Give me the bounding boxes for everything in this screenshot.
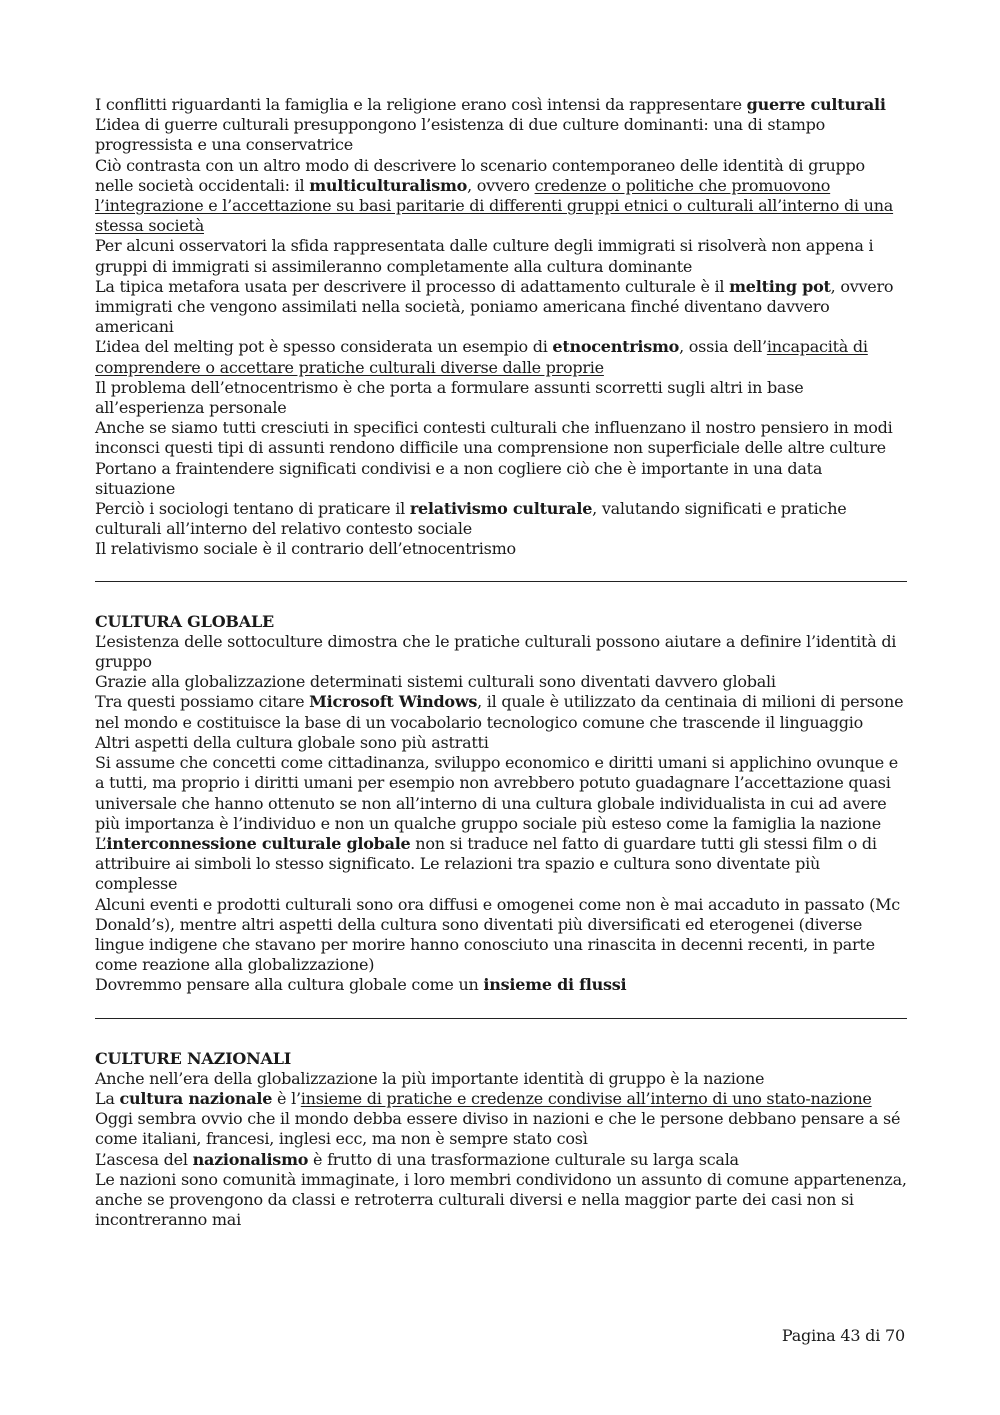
text-run: Altri aspetti della cultura globale sono più astratti [95,732,489,752]
bold-term: insieme di flussi [483,975,627,995]
text-run: Anche se siamo tutti cresciuti in specifici contesti culturali che influenzano il nostro pensiero in modi inconsci questi tipi di assunti rendono difficile una comprensione non superficiale delle altre culture [95,418,893,458]
paragraph [95,733,907,753]
underlined-definition: incapacità di comprendere o accettare pratiche culturali diverse dalle proprie [95,337,868,377]
paragraph [95,337,907,377]
text-run: Grazie alla globalizzazione determinati sistemi culturali sono diventati davvero globali [95,672,776,692]
document-page [95,95,907,1230]
text-run: Ciò contrasta con un altro modo di descrivere lo scenario contemporaneo delle identità di gruppo nelle società occidentali: il [95,155,865,195]
text-run: L’ascesa del [95,1149,193,1169]
text-run: Portano a fraintendere significati condivisi e a non cogliere ciò che è importante in una data situazione [95,458,823,498]
text-run: Alcuni eventi e prodotti culturali sono ora diffusi e omogenei come non è mai accaduto in passato (Mc Donald’s), mentre altri aspetti della cultura sono diventati più diversificati ed eterogenei (diverse lingue indigene che stavano per morire hanno conosciuto una rinascita in decenni recenti, in parte come reazione alla globalizzazione) [95,894,900,975]
section-heading-cultura-globale: CULTURA GLOBALE [95,611,275,631]
text-run: La [95,1088,120,1108]
paragraph [95,1150,907,1170]
text-run: L’esistenza delle sottoculture dimostra che le pratiche culturali possono aiutare a definire l’identità di gruppo [95,631,897,672]
bold-term: Microsoft Windows [309,692,478,712]
text-run: L’idea del melting pot è spesso considerata un esempio di [95,337,553,357]
bold-term: guerre culturali [746,95,886,114]
section-heading-culture-nazionali: CULTURE NAZIONALI [95,1048,292,1068]
text-run: Tra questi possiamo citare [95,692,310,712]
text-run: , ovvero [467,175,535,195]
paragraph [95,632,907,672]
bold-term: multiculturalismo [309,175,468,195]
text-run: Anche nell’era della globalizzazione la più importante identità di gruppo è la nazione [95,1068,765,1088]
text-run: Dovremmo pensare alla cultura globale come un [95,975,484,995]
paragraph [95,277,907,338]
text-run: Oggi sembra ovvio che il mondo debba essere diviso in nazioni e che le persone debbano pensare a sé come italiani, francesi, inglesi ecc, ma non è sempre stato così [95,1109,901,1149]
paragraph [95,672,907,692]
text-run: , ovvero immigrati che vengono assimilati nella società, poniamo americana finché diventano davvero americani [95,276,894,337]
text-run: Si assume che concetti come cittadinanza, sviluppo economico e diritti umani si applichino ovunque e a tutti, ma proprio i diritti umani per esempio non avrebbero potuto guadagnare l’accettazione quasi universale che hanno ottenuto se non all’interno di una cultura globale individualista in cui ad avere più importanza è l’individuo e non un qualche gruppo sociale più esteso come la famiglia la nazione [95,753,898,833]
paragraph [95,236,907,276]
paragraph [95,1170,907,1231]
text-run: , il quale è utilizzato da centinaia di milioni di persone nel mondo e costituisce la base di un vocabolario tecnologico comune che trascende il linguaggio [95,692,904,732]
text-run: Il relativismo sociale è il contrario dell’etnocentrismo [95,539,516,559]
text-run: , valutando significati e pratiche culturali all’interno del relativo contesto sociale [95,499,847,539]
page-number: Pagina 43 di 70 [781,1326,905,1345]
text-run: è frutto di una trasformazione culturale su larga scala [308,1149,739,1169]
text-run: Per alcuni osservatori la sfida rappresentata dalle culture degli immigrati si risolverà non appena i gruppi di immigrati si assimileranno completamente alla cultura dominante [95,236,874,276]
section-divider [95,581,907,582]
paragraph [95,1109,907,1149]
paragraph [95,975,907,995]
underlined-definition: insieme di pratiche e credenze condivise all’interno di uno stato-nazione [300,1088,872,1108]
paragraph [95,753,907,834]
text-run: L’ [95,833,107,853]
text-run: , ossia dell’ [679,337,767,357]
bold-term: etnocentrismo [552,337,680,357]
text-run: I conflitti riguardanti la famiglia e la religione erano così intensi da rappresentare [95,95,747,114]
text-run: L’idea di guerre culturali presuppongono l’esistenza di due culture dominanti: una di stampo progressista e una conservatrice [95,115,826,155]
paragraph [95,895,907,976]
paragraph [95,1089,907,1109]
paragraph [95,539,907,559]
section-divider [95,1018,907,1019]
paragraph [95,692,907,732]
paragraph [95,1069,907,1089]
text-run: Perciò i sociologi tentano di praticare il [95,499,410,519]
section-culture-nazionali [95,1069,907,1231]
paragraph [95,115,907,155]
bold-term: cultura nazionale [119,1088,273,1108]
underlined-definition: credenze o politiche che promuovono l’integrazione e l’accettazione su basi paritarie di differenti gruppi etnici o culturali all’interno di una stessa società [95,175,894,236]
text-run: è l’ [272,1088,301,1108]
bold-term: melting pot [729,276,831,296]
text-run: Il problema dell’etnocentrismo è che porta a formulare assunti scorretti sugli altri in base all’esperienza personale [95,377,804,418]
paragraph [95,499,907,539]
paragraph [95,834,907,895]
paragraph [95,459,907,499]
paragraph [95,378,907,418]
section-guerre-culturali [95,95,907,560]
paragraph [95,156,907,237]
bold-term: nazionalismo [192,1149,309,1169]
text-run: Le nazioni sono comunità immaginate, i loro membri condividono un assunto di comune appartenenza, anche se provengono da classi e retroterra culturali diversi e nella maggior parte dei casi non si incontreranno mai [95,1169,907,1230]
text-run: non si traduce nel fatto di guardare tutti gli stessi film o di attribuire ai simboli lo stesso significato. Le relazioni tra spazio e cultura sono diventate più complesse [95,833,877,894]
bold-term: interconnessione culturale globale [106,833,411,853]
paragraph [95,418,907,458]
bold-term: relativismo culturale [409,499,593,519]
text-run: La tipica metafora usata per descrivere il processo di adattamento culturale è il [95,276,730,296]
paragraph [95,95,907,115]
section-cultura-globale [95,632,907,996]
